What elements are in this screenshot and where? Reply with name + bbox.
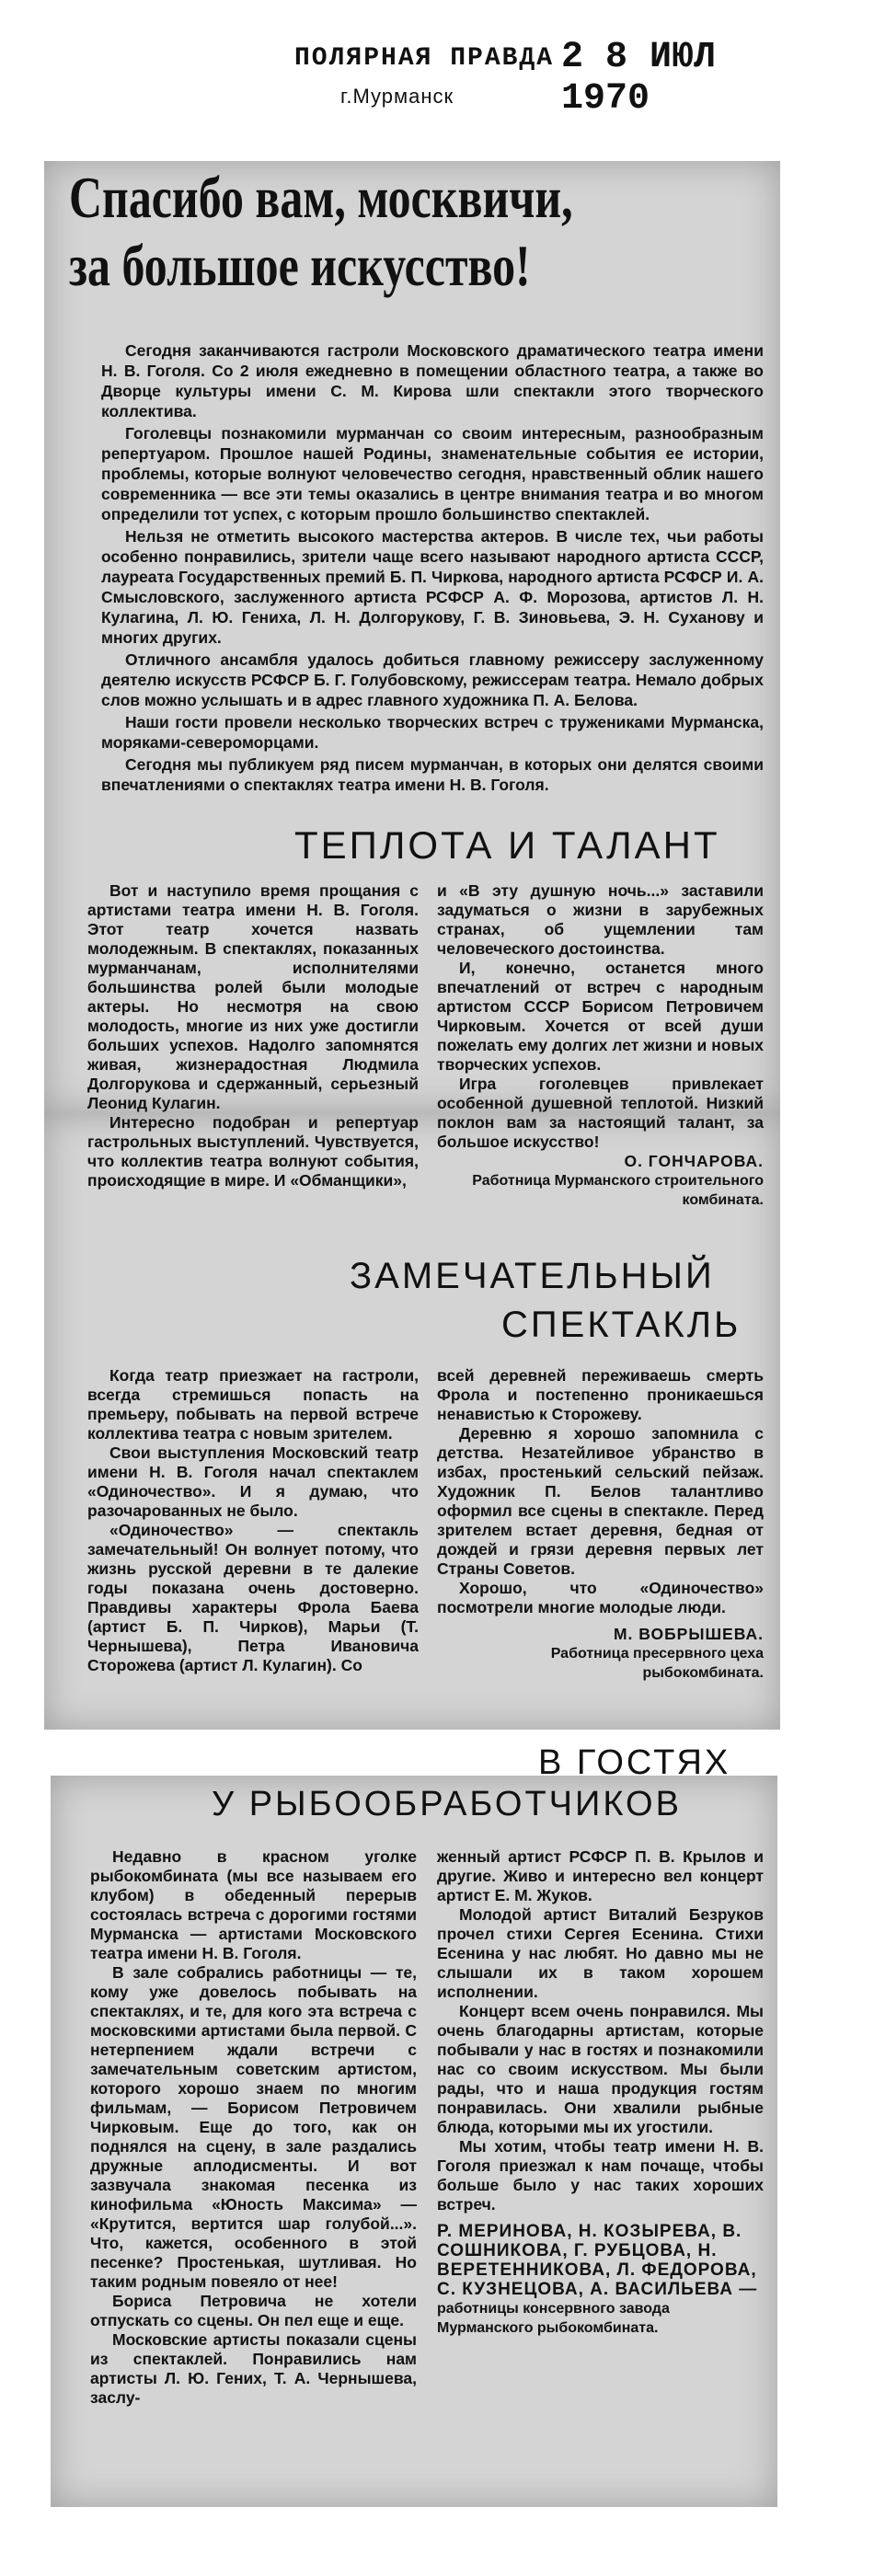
article2-author-note: Работница пресервного цеха рыбокомбината. <box>550 1646 764 1681</box>
article2-paragraph: всей деревней переживаешь смерть Фрола и постепенно проникаешься ненавистью к Сторожеву. <box>437 1366 764 1423</box>
article3-title-line-1: В ГОСТЯХ <box>538 1743 731 1782</box>
article1-author: О. ГОНЧАРОВА. <box>624 1152 764 1170</box>
article1-paragraph: Игра гоголевцев привлекает особенной душевной теплотой. Низкий поклон вам за настоящий талант, за большое искусство! <box>437 1075 764 1151</box>
article1-author-note: Работница Мурманского строительного комбината. <box>472 1173 764 1208</box>
article2-paragraph: Деревню я хорошо запомнила с детства. Незатейливое убранство в избах, простенький сельский пейзаж. Художник П. Белов талантливо оформил все сцены в спектакле. Перед зрителем встает деревня, бедная от дождей и грязи деревня первых лет Страны Советов. <box>437 1424 764 1578</box>
article2-paragraph: Когда театр приезжает на гастроли, всегда стремишься попасть на премьеру, побывать на первой встрече коллектива театра с новым зрителем. <box>87 1366 419 1443</box>
article1-paragraph: И, конечно, останется много впечатлений от встреч с народным артистом СССР Борисом Петровичем Чирковым. Хочется от всей души пожелать ему долгих лет жизни и новых творческих успехов. <box>437 959 764 1074</box>
intro-paragraph: Наши гости провели несколько творческих встреч с тружениками Мурманска, моряками-североморцами. <box>101 713 764 752</box>
article3-paragraph: Мы хотим, чтобы театр имени Н. В. Гоголя приезжал к нам почаще, чтобы больше было у нас таких хороших встреч. <box>437 2137 764 2214</box>
intro-text <box>101 340 764 797</box>
article3-authors: Р. МЕРИНОВА, Н. КОЗЫРЕВА, В. СОШНИКОВА, Г. РУБЦОВА, Н. ВЕРЕТЕННИКОВА, Л. ФЕДОРОВА, С. КУЗНЕЦОВА, А. ВАСИЛЬЕВА — <box>437 2222 758 2299</box>
article3-authors-note: работницы консервного завода Мурманского рыбокомбината. <box>437 2301 670 2336</box>
article2-column-2 <box>437 1366 764 1683</box>
article2-paragraph: Хорошо, что «Одиночество» посмотрели многие молодые люди. <box>437 1579 764 1616</box>
intro-paragraph: Отличного ансамбля удалось добиться главному режиссеру заслуженному деятелю искусств РСФСР Б. Г. Голубовскому, режиссерам театра. Немало добрых слов можно услышать и в адрес главного художника П. А. Белова. <box>101 650 764 709</box>
publication-date: 2 8 ИЮЛ 1970 <box>561 37 717 120</box>
article1-paragraph: Вот и наступило время прощания с артистами театра имени Н. В. Гоголя. Этот театр хочется назвать молодежным. В спектаклях, показанных мурманчанам, исполнителями большинства ролей были молодые актеры. Но несмотря на свою молодость, многие из них уже достигли больших успехов. Надолго запомнятся живая, жизнерадостная Людмила Долгорукова и сдержанный, серьезный Леонид Кулагин. <box>87 881 419 1112</box>
intro-paragraph: Сегодня заканчиваются гастроли Московского драматического театра имени Н. В. Гоголя. Со 2 июля ежедневно в помещении областного театра, а также во Дворце культуры имени С. М. Кирова шли спектакли этого творческого коллектива. <box>101 341 764 420</box>
newspaper-stamp <box>294 37 773 120</box>
article1-column-1 <box>87 881 419 1190</box>
headline-line-2: за большое искусство! <box>69 233 531 298</box>
article3-column-1 <box>90 1847 417 2408</box>
article2-paragraph: Свои выступления Московский театр имени Н. В. Гоголя начал спектаклем «Одиночество». И я думаю, что разочарованных не было. <box>87 1443 419 1520</box>
intro-paragraph: Гоголевцы познакомили мурманчан со своим интересным, разнообразным репертуаром. Прошлое нашей Родины, знаменательные события ее истории, проблемы, которые волнуют человечество сегодня, нравственный облик нашего современника — все эти темы оказались в центре внимания театра и во многом определили тот успех, с которым прошло большинство спектаклей. <box>101 424 764 523</box>
main-headline <box>69 164 615 300</box>
article2-title-line-2: СПЕКТАКЛЬ <box>501 1305 742 1345</box>
article3-paragraph: женный артист РСФСР П. В. Крылов и другие. Живо и интересно вел концерт артист Е. М. Жуков. <box>437 1847 764 1904</box>
article2-column-1 <box>87 1366 419 1675</box>
article3-paragraph: Недавно в красном уголке рыбокомбината (мы все называем его клубом) в обеденный перерыв состоялась встреча с дорогими гостями Мурманска — артистами Московского театра имени Н. В. Гоголя. <box>90 1847 417 1962</box>
article1-paragraph: Интересно подобран и репертуар гастрольных выступлений. Чувствуется, что коллектив театра волнуют события, происходящие в мире. И «Обманщики», <box>87 1113 419 1190</box>
article1-title: ТЕПЛОТА И ТАЛАНТ <box>294 823 720 867</box>
article3-column-2 <box>437 1847 764 2338</box>
article2-paragraph: «Одиночество» — спектакль замечательный! Он волнует потому, что жизнь русской деревни в те далекие годы показана очень достоверно. Правдивы характеры Фрола Баева (артист Б. П. Чирков), Марьи (Т. Чернышева), Петра Ивановича Сторожева (артист Л. Кулагин). Со <box>87 1521 419 1674</box>
article3-paragraph: Московские артисты показали сцены из спектаклей. Понравились нам артисты Л. Ю. Гених, Т. А. Чернышева, заслу- <box>90 2330 417 2407</box>
article2-author: М. ВОБРЫШЕВА. <box>613 1625 764 1643</box>
publication-name: ПОЛЯРНАЯ ПРАВДА <box>294 44 555 73</box>
publication-city: г.Мурманск <box>340 85 454 108</box>
article3-paragraph: Бориса Петровича не хотели отпускать со сцены. Он пел еще и еще. <box>90 2292 417 2329</box>
article1-paragraph: и «В эту душную ночь...» заставили задуматься о жизни в зарубежных странах, об ущемлении там человеческого достоинства. <box>437 881 764 958</box>
intro-paragraph: Сегодня мы публикуем ряд писем мурманчан, в которых они делятся своими впечатлениями о спектаклях театра имени Н. В. Гоголя. <box>101 755 764 794</box>
article3-paragraph: В зале собрались работницы — те, кому уже довелось побывать на спектаклях, и те, для кого эта встреча с московскими артистами была первой. С нетерпением ждали встречи с замечательным советским артистом, которого хорошо знаем по многим фильмам, — Борисом Петровичем Чирковым. Еще до того, как он поднялся на сцену, в зале раздались дружные аплодисменты. И вот зазвучала знакомая песенка из кинофильма «Юность Максима» — «Крутится, вертится шар голубой...». Что, кажется, особенного в этой песенке? Простенькая, шутливая. Но таким родным повеяло от нее! <box>90 1963 417 2291</box>
article2-title-line-1: ЗАМЕЧАТЕЛЬНЫЙ <box>350 1256 715 1296</box>
article1-column-2 <box>437 881 764 1210</box>
article3-paragraph: Концерт всем очень понравился. Мы очень благодарны артистам, которые побывали у нас в гостях и познакомили нас со своим искусством. Мы были рады, что и наша продукция гостям понравилась. Они хвалили рыбные блюда, которыми мы их угостили. <box>437 2002 764 2136</box>
headline-line-1: Спасибо вам, москвичи, <box>69 165 573 230</box>
intro-paragraph: Нельзя не отметить высокого мастерства актеров. В числе тех, чьи работы особенно понравились, зрители чаще всего называют народного артиста СССР, лауреата Государственных премий Б. П. Чиркова, народного артиста РСФСР И. А. Смысловского, заслуженного артиста РСФСР А. Ф. Морозова, артистов Л. Н. Кулагина, Л. Ю. Гениха, Л. Н. Долгорукову, Г. В. Зиновьева, Э. Н. Суханову и многих других. <box>101 527 764 647</box>
article3-paragraph: Молодой артист Виталий Безруков прочел стихи Сергея Есенина. Стихи Есенина у нас любят. Но давно мы не слышали их в таком хорошем исполнении. <box>437 1905 764 2001</box>
article3-title-line-2: У РЫБООБРАБОТЧИКОВ <box>212 1785 682 1823</box>
